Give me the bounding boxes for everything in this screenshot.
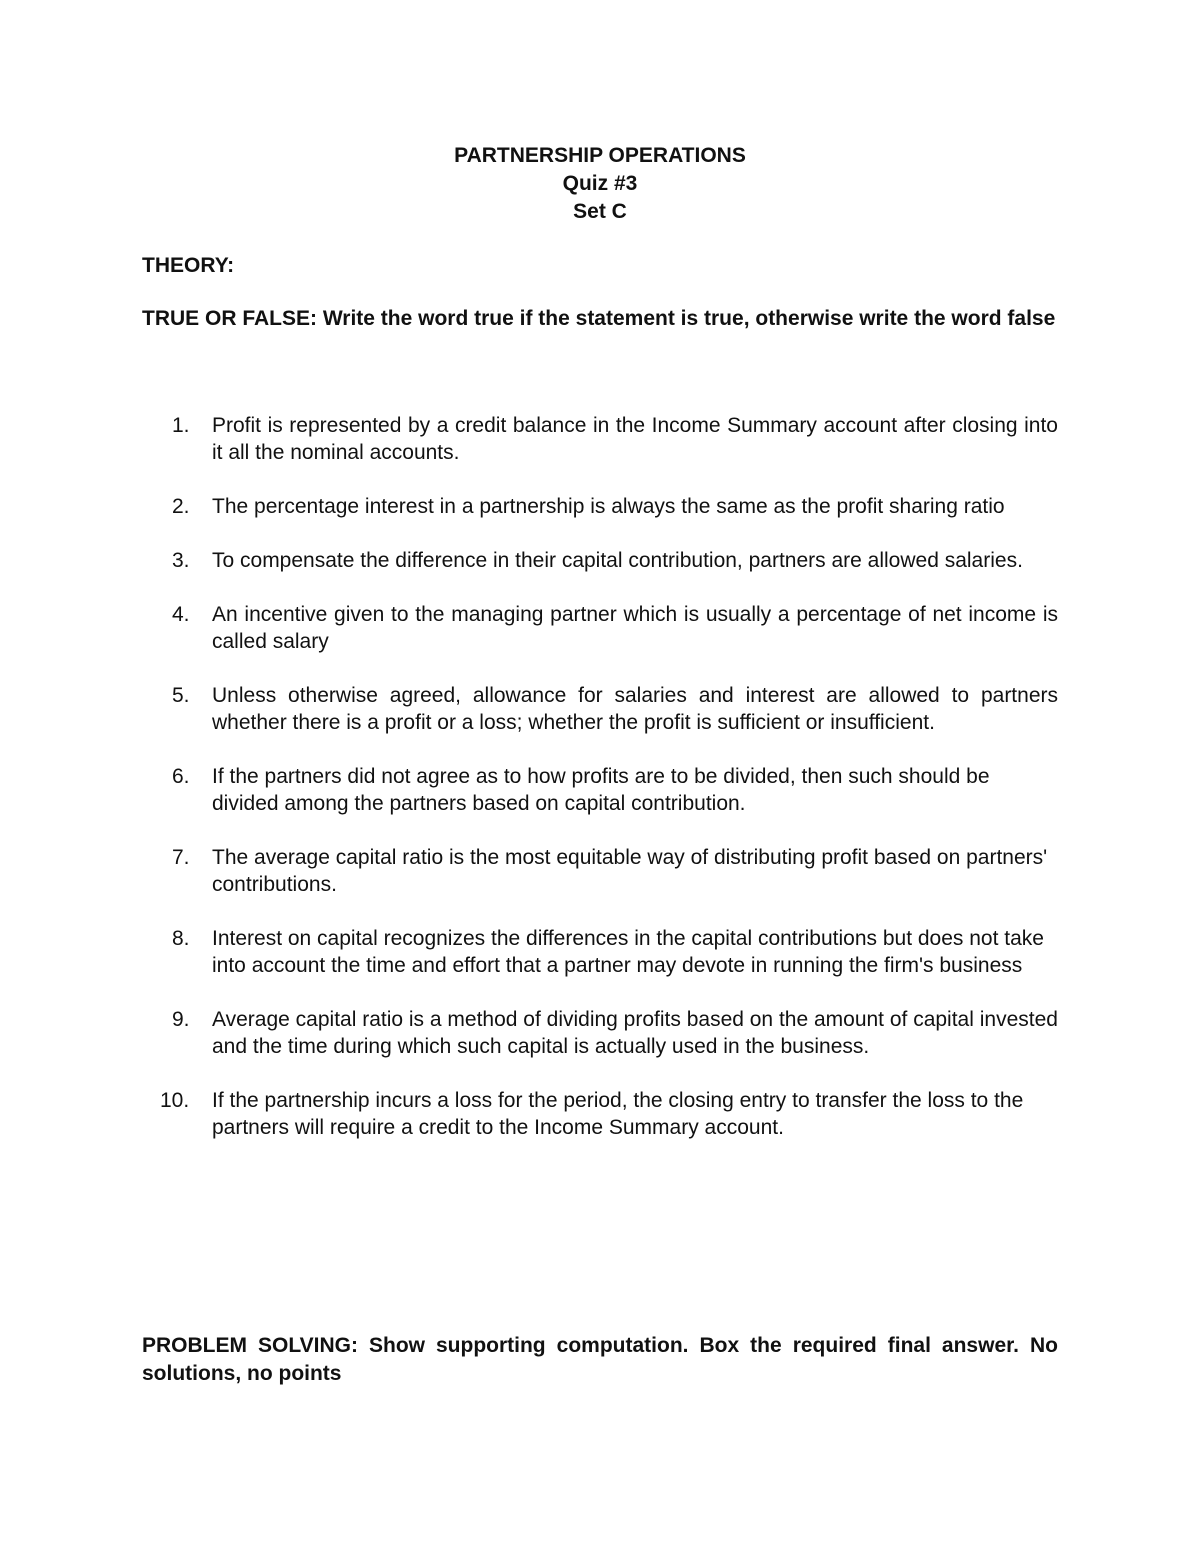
question-item (142, 547, 1058, 574)
question-item (142, 682, 1058, 736)
question-number: 6. (172, 765, 190, 788)
instruction-text: Write the word true if the statement is true, otherwise write the word false (317, 307, 1056, 330)
question-text: The average capital ratio is the most equitable way of distributing profit based on partners' contributions. (212, 846, 1048, 896)
question-number: 3. (172, 549, 190, 572)
problem-solving-instruction: PROBLEM SOLVING: Show supporting computation. Box the required final answer. No solutions, no points (142, 1334, 1058, 1385)
question-item (142, 844, 1058, 898)
question-text: Profit is represented by a credit balance in the Income Summary account after closing into it all the nominal accounts. (212, 414, 1058, 464)
document-header (0, 142, 1200, 226)
question-text: Average capital ratio is a method of dividing profits based on the amount of capital invested and the time during which such capital is actually used in the business. (212, 1008, 1058, 1058)
true-false-instruction (142, 305, 1058, 333)
question-item (142, 763, 1058, 817)
question-number: 8. (172, 927, 190, 950)
question-text: An incentive given to the managing partner which is usually a percentage of net income is called salary (212, 603, 1058, 653)
question-item (142, 1006, 1058, 1060)
question-item (142, 925, 1058, 979)
question-item (142, 1087, 1058, 1141)
question-number: 5. (172, 684, 190, 707)
question-item (142, 493, 1058, 520)
question-text: The percentage interest in a partnership is always the same as the profit sharing ratio (212, 495, 1005, 518)
question-item (142, 412, 1058, 466)
question-text: If the partners did not agree as to how profits are to be divided, then such should be divided among the partners based on capital contribution. (212, 765, 990, 815)
question-item (142, 601, 1058, 655)
question-number: 10. (160, 1089, 190, 1112)
instruction-lead: TRUE OR FALSE: (142, 307, 318, 330)
question-text: Unless otherwise agreed, allowance for salaries and interest are allowed to partners whether there is a profit or a loss; whether the profit is sufficient or insufficient. (212, 684, 1058, 734)
theory-heading: THEORY: (142, 254, 235, 277)
question-list (142, 412, 1058, 1168)
question-number: 1. (172, 414, 190, 437)
question-number: 4. (172, 603, 190, 626)
question-number: 9. (172, 1008, 190, 1031)
question-number: 2. (172, 495, 190, 518)
document-title: PARTNERSHIP OPERATIONS (454, 144, 746, 167)
quiz-number: Quiz #3 (562, 172, 638, 195)
question-text: To compensate the difference in their capital contribution, partners are allowed salaries. (212, 549, 1023, 572)
question-text: If the partnership incurs a loss for the period, the closing entry to transfer the loss to the partners will require a credit to the Income Summary account. (212, 1089, 1024, 1139)
question-number: 7. (172, 846, 190, 869)
question-text: Interest on capital recognizes the differences in the capital contributions but does not take into account the time and effort that a partner may devote in running the firm's business (212, 927, 1044, 977)
quiz-set: Set C (573, 200, 627, 223)
